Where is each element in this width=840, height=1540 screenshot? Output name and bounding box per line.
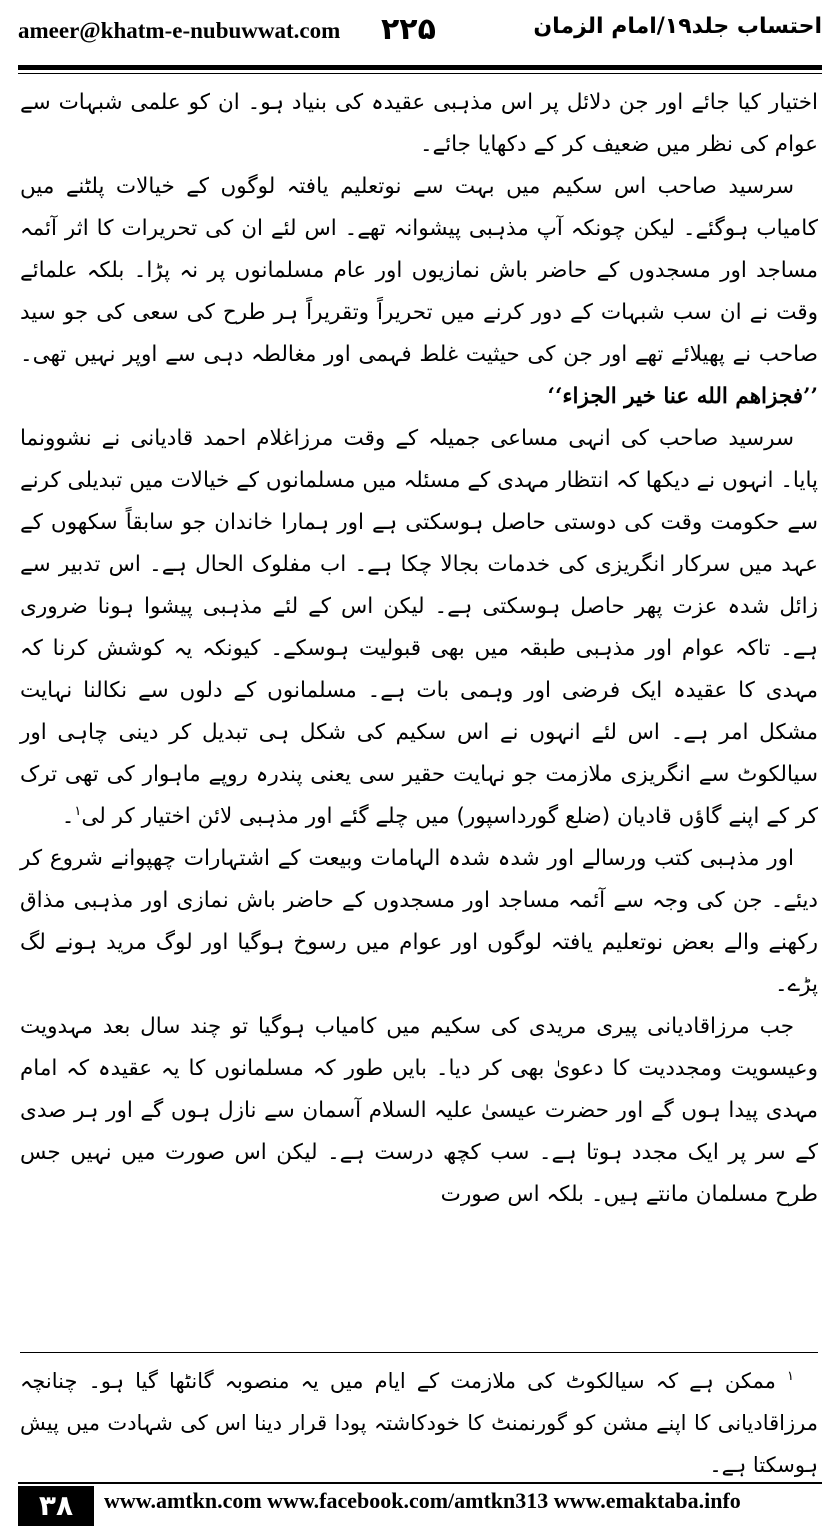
page-header	[18, 14, 822, 62]
footer-divider	[18, 1482, 822, 1484]
footnote-text: ممکن ہے کہ سیالکوٹ کی ملازمت کے ایام میں یہ منصوبہ گانٹھا گیا ہو۔ چنانچہ مرزاقادیانی کا اپنے مشن کو گورنمنٹ کا خودکاشتہ پودا قرار دینا اس کی شہادت میں پیش ہوسکتا ہے۔	[20, 1369, 818, 1477]
paragraph-4: اور مذہبی کتب ورسالے اور شدہ شدہ الہامات وبیعت کے اشتہارات چھپوانے شروع کر دیئے۔ جن کی وجہ سے آئمہ مساجد اور مسجدوں کے حاضر باش نمازی اور مذہبی مذاق رکھنے والے بعض نوتعلیم یافتہ لوگوں اور عوام میں رسوخ ہوگیا اور لوگ مرید ہونے لگ پڑے۔	[20, 846, 818, 997]
footer-links: www.amtkn.com www.facebook.com/amtkn313 www.emaktaba.info	[104, 1488, 741, 1513]
footnote-marker: ۱	[787, 1369, 794, 1384]
footnote	[20, 1360, 818, 1477]
footnote-divider	[20, 1352, 818, 1353]
footer-page-box: ۳۸	[18, 1486, 94, 1526]
paragraph-2-text: سرسید صاحب اس سکیم میں بہت سے نوتعلیم یافتہ لوگوں کے خیالات پلٹنے میں کامیاب ہوگئے۔ لیکن چونکہ آپ مذہبی پیشوانہ تھے۔ اس لئے ان کی تحریرات کا اثر آئمہ مساجد اور مسجدوں کے حاضر باش نمازیوں اور عام مسلمانوں پر نہ پڑا۔ بلکہ علمائے وقت نے ان سب شبہات کے دور کرنے میں تحریراً وتقریراً ہر طرح کی سعی کی جو سید صاحب نے پھیلائے تھے اور جن کی حیثیت غلط فہمی اور مغالطہ دہی سے اوپر نہیں تھی۔	[20, 174, 818, 367]
footnote-reference: ۱	[74, 803, 82, 819]
main-text	[20, 82, 818, 1342]
paragraph-3: سرسید صاحب کی انہی مساعی جمیلہ کے وقت مرزاغلام احمد قادیانی نے نشوونما پایا۔ انہوں نے دیکھا کہ انتظار مہدی کے مسئلہ میں مسلمانوں کے خیالات میں تبدیلی کرنے سے حکومت وقت کی دوستی حاصل ہوسکتی ہے اور ہمارا خاندان جو سابقاً سکھوں کے عہد میں سرکار انگریزی کی خدمات بجالا چکا ہے۔ اب مفلوک الحال ہے۔ اس تدبیر سے زائل شدہ عزت پھر حاصل ہوسکتی ہے۔ لیکن اس کے لئے مذہبی پیشوا ہونا ضروری ہے۔ تاکہ عوام اور مذہبی طبقہ میں بھی قبولیت ہوسکے۔ کیونکہ یہ کوشش کرنا کہ مہدی کا عقیدہ ایک فرضی اور وہمی بات ہے۔ مسلمانوں کے دلوں سے نکالنا نہایت مشکل امر ہے۔ اس لئے انہوں نے اس سکیم کی شکل ہی تبدیل کر دینی چاہی اور سیالکوٹ سے انگریزی ملازمت جو نہایت حقیر سی یعنی پندرہ روپے ماہوار کی تھی ترک کر کے اپنے گاؤں قادیان (ضلع گورداسپور) میں چلے گئے اور مذہبی لائن اختیار کر لی$^۱$۔	[20, 426, 818, 829]
header-divider	[18, 65, 822, 74]
header-page-number: ۲۲۵	[381, 12, 436, 47]
page-footer	[18, 1482, 822, 1526]
paragraph-5: جب مرزاقادیانی پیری مریدی کی سکیم میں کامیاب ہوگیا تو چند سال بعد مہدویت وعیسویت ومجددیت کا دعویٰ بھی کر دیا۔ بایں طور کہ مسلمانوں کا یہ عقیدہ کہ امام مہدی پیدا ہوں گے اور حضرت عیسیٰ علیہ السلام آسمان سے نازل ہوں گے اور ہر صدی کے سر پر ایک مجدد ہوتا ہے۔ سب کچھ درست ہے۔ لیکن اس صورت میں نہیں جس طرح مسلمان مانتے ہیں۔ بلکہ اس صورت	[20, 1014, 818, 1207]
paragraph-1: اختیار کیا جائے اور جن دلائل پر اس مذہبی عقیدہ کی بنیاد ہو۔ ان کو علمی شبہات سے عوام کی نظر میں ضعیف کر کے دکھایا جائے۔	[20, 90, 818, 157]
header-email: ameer@khatm-e-nubuwwat.com	[18, 18, 341, 43]
paragraph-3-text: سرسید صاحب کی انہی مساعی جمیلہ کے وقت مرزاغلام احمد قادیانی نے نشوونما پایا۔ انہوں نے دیکھا کہ انتظار مہدی کے مسئلہ میں مسلمانوں کے خیالات میں تبدیلی کرنے سے حکومت وقت کی دوستی حاصل ہوسکتی ہے اور ہمارا خاندان جو سابقاً سکھوں کے عہد میں سرکار انگریزی کی خدمات بجالا چکا ہے۔ اب مفلوک الحال ہے۔ اس تدبیر سے زائل شدہ عزت پھر حاصل ہوسکتی ہے۔ لیکن اس کے لئے مذہبی پیشوا ہونا ضروری ہے۔ تاکہ عوام اور مذہبی طبقہ میں بھی قبولیت ہوسکے۔ کیونکہ یہ کوشش کرنا کہ مہدی کا عقیدہ ایک فرضی اور وہمی بات ہے۔ مسلمانوں کے دلوں سے نکالنا نہایت مشکل امر ہے۔ اس لئے انہوں نے اس سکیم کی شکل ہی تبدیل کر دینی چاہی اور سیالکوٹ سے انگریزی ملازمت جو نہایت حقیر سی یعنی پندرہ روپے ماہوار کی تھی ترک کر کے اپنے گاؤں قادیان (ضلع گورداسپور) میں چلے گئے اور مذہبی لائن اختیار کر لی	[20, 426, 818, 829]
paragraph-2-quote: ’’فجزاهم الله عنا خير الجزاء‘‘	[547, 384, 818, 409]
header-title: احتساب جلد۱۹/امام الزمان	[533, 14, 822, 39]
paragraph-2	[20, 166, 818, 418]
